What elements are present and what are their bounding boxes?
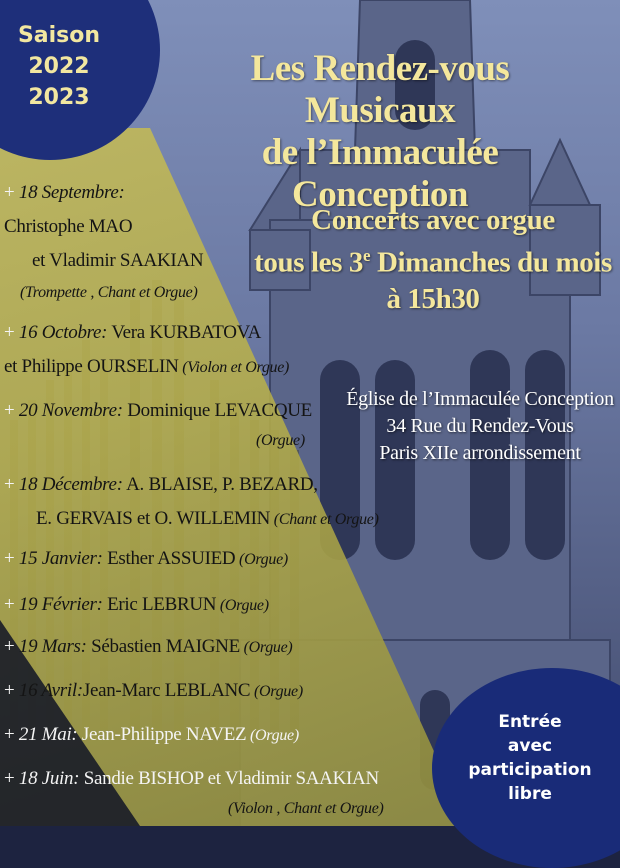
program-note: (Orgue) <box>250 683 303 700</box>
program-note: (Violon , Chant et Orgue) <box>228 800 384 817</box>
program-date-line <box>4 182 125 204</box>
plus-icon: + <box>4 474 19 495</box>
program-date: 16 Octobre: <box>18 322 108 343</box>
program-note: (Orgue) <box>239 639 293 656</box>
concerts-line-2a: tous les 3 <box>254 246 363 279</box>
program-artist: Esther ASSUIED <box>102 548 236 569</box>
program-artist: Christophe MAO <box>4 216 133 237</box>
season-word: Saison <box>17 23 101 48</box>
program-note: (Chant et Orgue) <box>270 511 379 528</box>
concerts-line-1: Concerts avec orgue <box>311 204 555 236</box>
program-date: 19 Février: <box>18 594 103 615</box>
program-artist: Jean-Marc LEBLANC <box>82 680 251 701</box>
program-artist: Eric LEBRUN <box>102 594 217 615</box>
program-date: 16 Avril: <box>18 680 83 701</box>
entry-line-4: libre <box>508 784 552 804</box>
entry-line-1: Entrée <box>498 712 562 732</box>
program-artist: Sandie BISHOP et Vladimir SAAKIAN <box>79 768 379 789</box>
program-note: (Orgue) <box>216 597 269 614</box>
entry-text <box>446 710 614 806</box>
program-artist-line <box>4 356 289 378</box>
plus-icon: + <box>4 400 19 421</box>
program-date-line <box>4 636 292 658</box>
program-date-line <box>4 322 261 344</box>
program-artist: et Philippe OURSELIN <box>4 356 179 377</box>
program-note: (Violon et Orgue) <box>178 359 290 376</box>
plus-icon: + <box>4 182 19 203</box>
plus-icon: + <box>4 724 19 745</box>
church-city: Paris XIIe arrondissement <box>379 442 581 464</box>
church-name: Église de l’Immaculée Conception <box>346 388 614 410</box>
plus-icon: + <box>4 594 19 615</box>
program-date-line <box>4 680 303 702</box>
title-line-1: Les Rendez-vous Musicaux <box>250 48 510 131</box>
program-artist: Sébastien MAIGNE <box>86 636 240 657</box>
entry-line-3: participation <box>468 760 592 780</box>
entry-line-2: avec <box>507 736 553 756</box>
concerts-line-3: à 15h30 <box>386 282 480 315</box>
plus-icon: + <box>4 548 19 569</box>
plus-icon: + <box>4 768 19 789</box>
program-date: 20 Novembre: <box>18 400 123 421</box>
season-year-end: 2023 <box>28 85 90 110</box>
program-date-line <box>4 548 288 570</box>
program-date-line <box>4 594 269 616</box>
concerts-sup: e <box>362 246 371 265</box>
plus-icon: + <box>4 322 19 343</box>
program-date-line <box>4 474 318 496</box>
title-line-2: de l’Immaculée Conception <box>261 132 499 215</box>
program-artist: E. GERVAIS et O. WILLEMIN <box>36 508 271 529</box>
program-date: 15 Janvier: <box>18 548 103 569</box>
program-artist: Vera KURBATOVA <box>107 322 262 343</box>
plus-icon: + <box>4 636 19 657</box>
program-artist: Dominique LEVACQUE <box>122 400 312 421</box>
program-date-line <box>4 400 312 422</box>
program-date: 18 Décembre: <box>18 474 123 495</box>
program-artist-line <box>36 508 379 530</box>
program-note: (Orgue) <box>235 551 288 568</box>
program-date-line <box>4 768 379 790</box>
concerts-line-2b: Dimanches du mois <box>370 246 612 279</box>
program-date: 18 Juin: <box>18 768 80 789</box>
church-street: 34 Rue du Rendez-Vous <box>386 415 574 437</box>
program-date: 19 Mars: <box>18 636 87 657</box>
program-artist: A. BLAISE, P. BEZARD, <box>122 474 318 495</box>
plus-icon: + <box>4 680 19 701</box>
program-note: (Orgue) <box>256 432 305 449</box>
program-date: 18 Septembre: <box>18 182 125 203</box>
program-date-line <box>4 724 299 746</box>
program-artist: Jean-Philippe NAVEZ <box>77 724 247 745</box>
program-note: (Orgue) <box>246 727 299 744</box>
season-year-start: 2022 <box>28 54 90 79</box>
program-date: 21 Mai: <box>18 724 78 745</box>
program-note: (Trompette , Chant et Orgue) <box>20 284 198 301</box>
program-artist: et Vladimir SAAKIAN <box>32 250 204 271</box>
